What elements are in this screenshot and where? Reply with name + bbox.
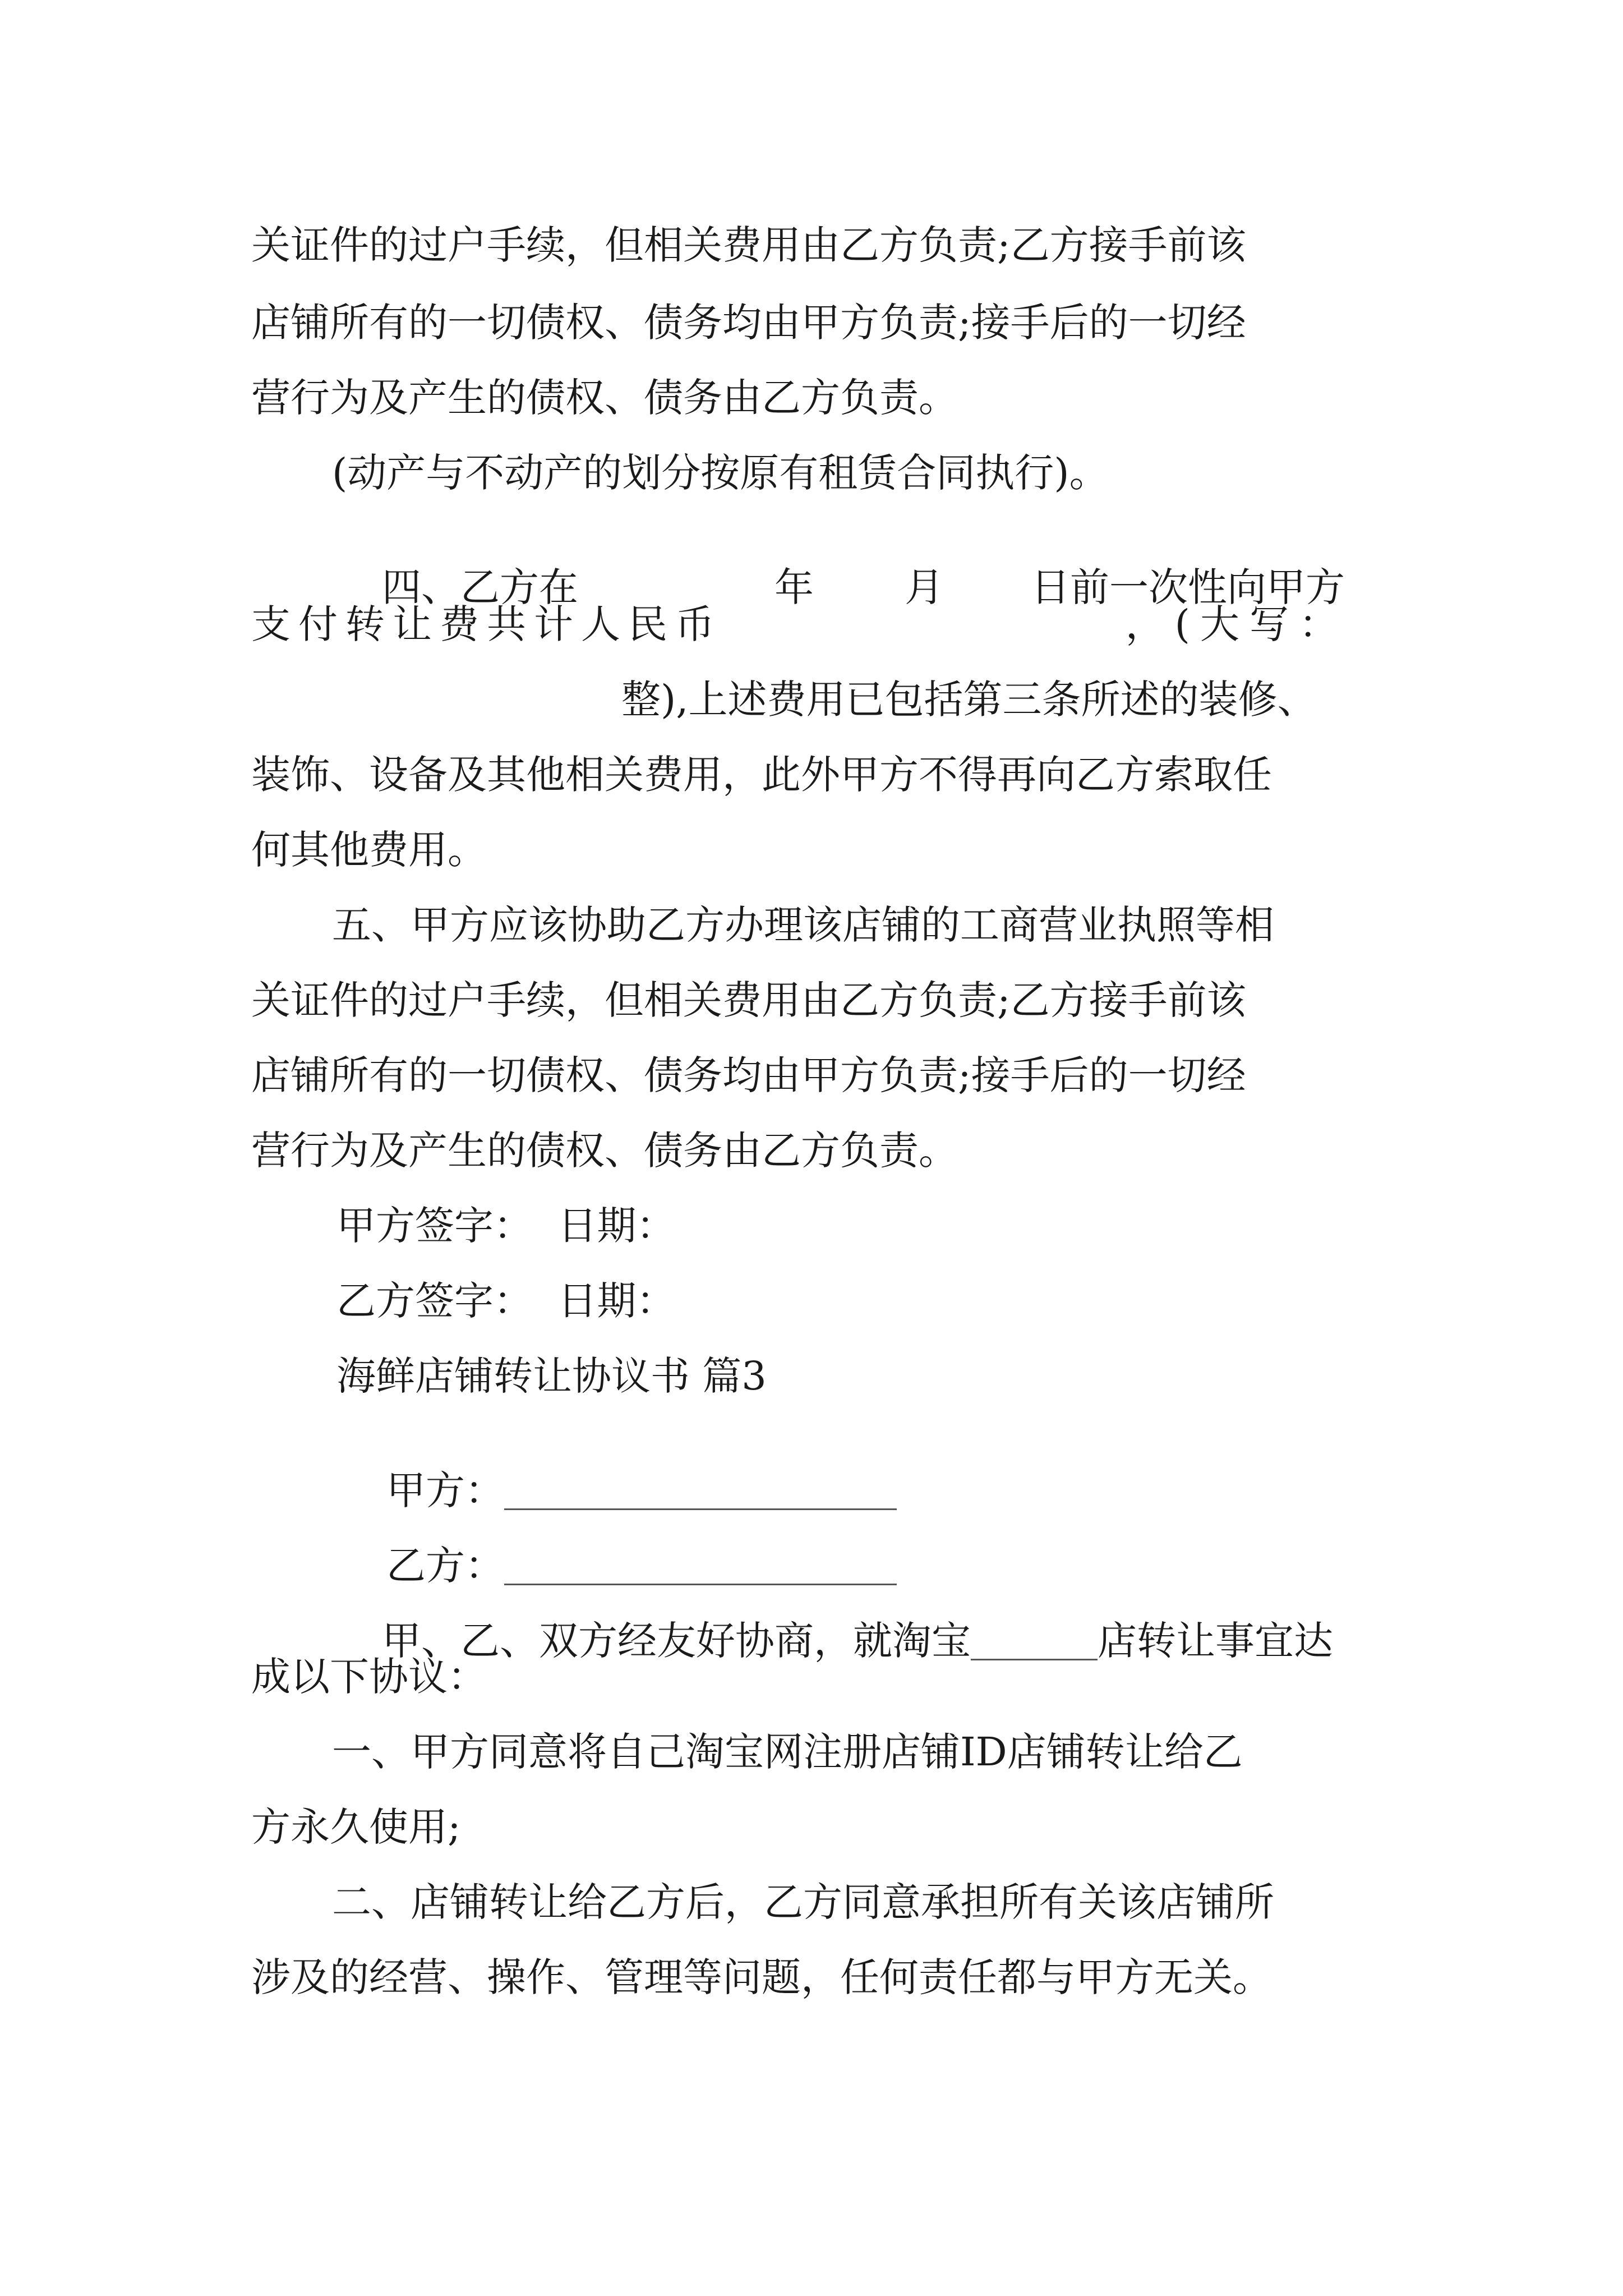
party-b-signature-line: 乙方签字： 日期： [336,1278,676,1324]
body-line: 五、甲方应该协助乙方办理该店铺的工商营业执照等相 [332,902,1274,948]
year-label: 年 [774,564,814,610]
body-line: 店铺所有的一切债权、债务均由甲方负责;接手后的一切经 [251,300,1246,346]
body-line: 营行为及产生的债权、债务由乙方负责。 [251,375,958,421]
payment-prefix: 支付转让费共计人民币 [251,601,722,647]
party-a-signature-line: 甲方签字： 日期： [336,1203,676,1249]
body-line: 关证件的过户手续，但相关费用由乙方负责;乙方接手前该 [251,977,1246,1023]
body-line: 店铺所有的一切债权、债务均由甲方负责;接手后的一切经 [251,1052,1246,1098]
body-line: 装饰、设备及其他相关费用，此外甲方不得再向乙方索取任 [251,752,1272,798]
payment-suffix: ，(大写： [1125,601,1348,647]
body-line: 涉及的经营、操作、管理等问题，任何责任都与甲方无关。 [251,1954,1272,2000]
negotiation-suffix: 店转让事宜达 [1098,1618,1334,1664]
payment-line [251,601,1348,647]
clause4-prefix: 四、乙方在 [382,564,579,610]
party-b-label: 乙方： [386,1543,505,1589]
body-line: 何其他费用。 [251,827,487,873]
shop-name-blank [971,1626,1098,1660]
section-title: 海鲜店铺转让协议书 篇3 [336,1353,767,1399]
body-line: (动产与不动产的划分按原有租赁合同执行)。 [332,450,1109,496]
body-line: 一、甲方同意将自己淘宝网注册店铺ID店铺转让给乙 [332,1729,1243,1775]
body-line: 方永久使用; [251,1804,461,1850]
party-a-label: 甲方： [386,1467,505,1513]
body-line: 二、店铺转让给乙方后，乙方同意承担所有关该店铺所 [332,1879,1274,1925]
body-line: 整),上述费用已包括第三条所述的装修、 [621,677,1317,723]
clause4-suffix: 日前一次性向甲方 [1031,564,1345,610]
party-a-blank [504,1476,897,1510]
body-line: 营行为及产生的债权、债务由乙方负责。 [251,1128,958,1174]
body-line: 成以下协议： [251,1654,487,1700]
party-b-blank [504,1551,897,1585]
month-label: 月 [905,564,944,610]
body-line: 关证件的过户手续，但相关费用由乙方负责;乙方接手前该 [251,222,1246,268]
negotiation-prefix: 甲、乙、双方经友好协商，就淘宝 [382,1618,971,1664]
